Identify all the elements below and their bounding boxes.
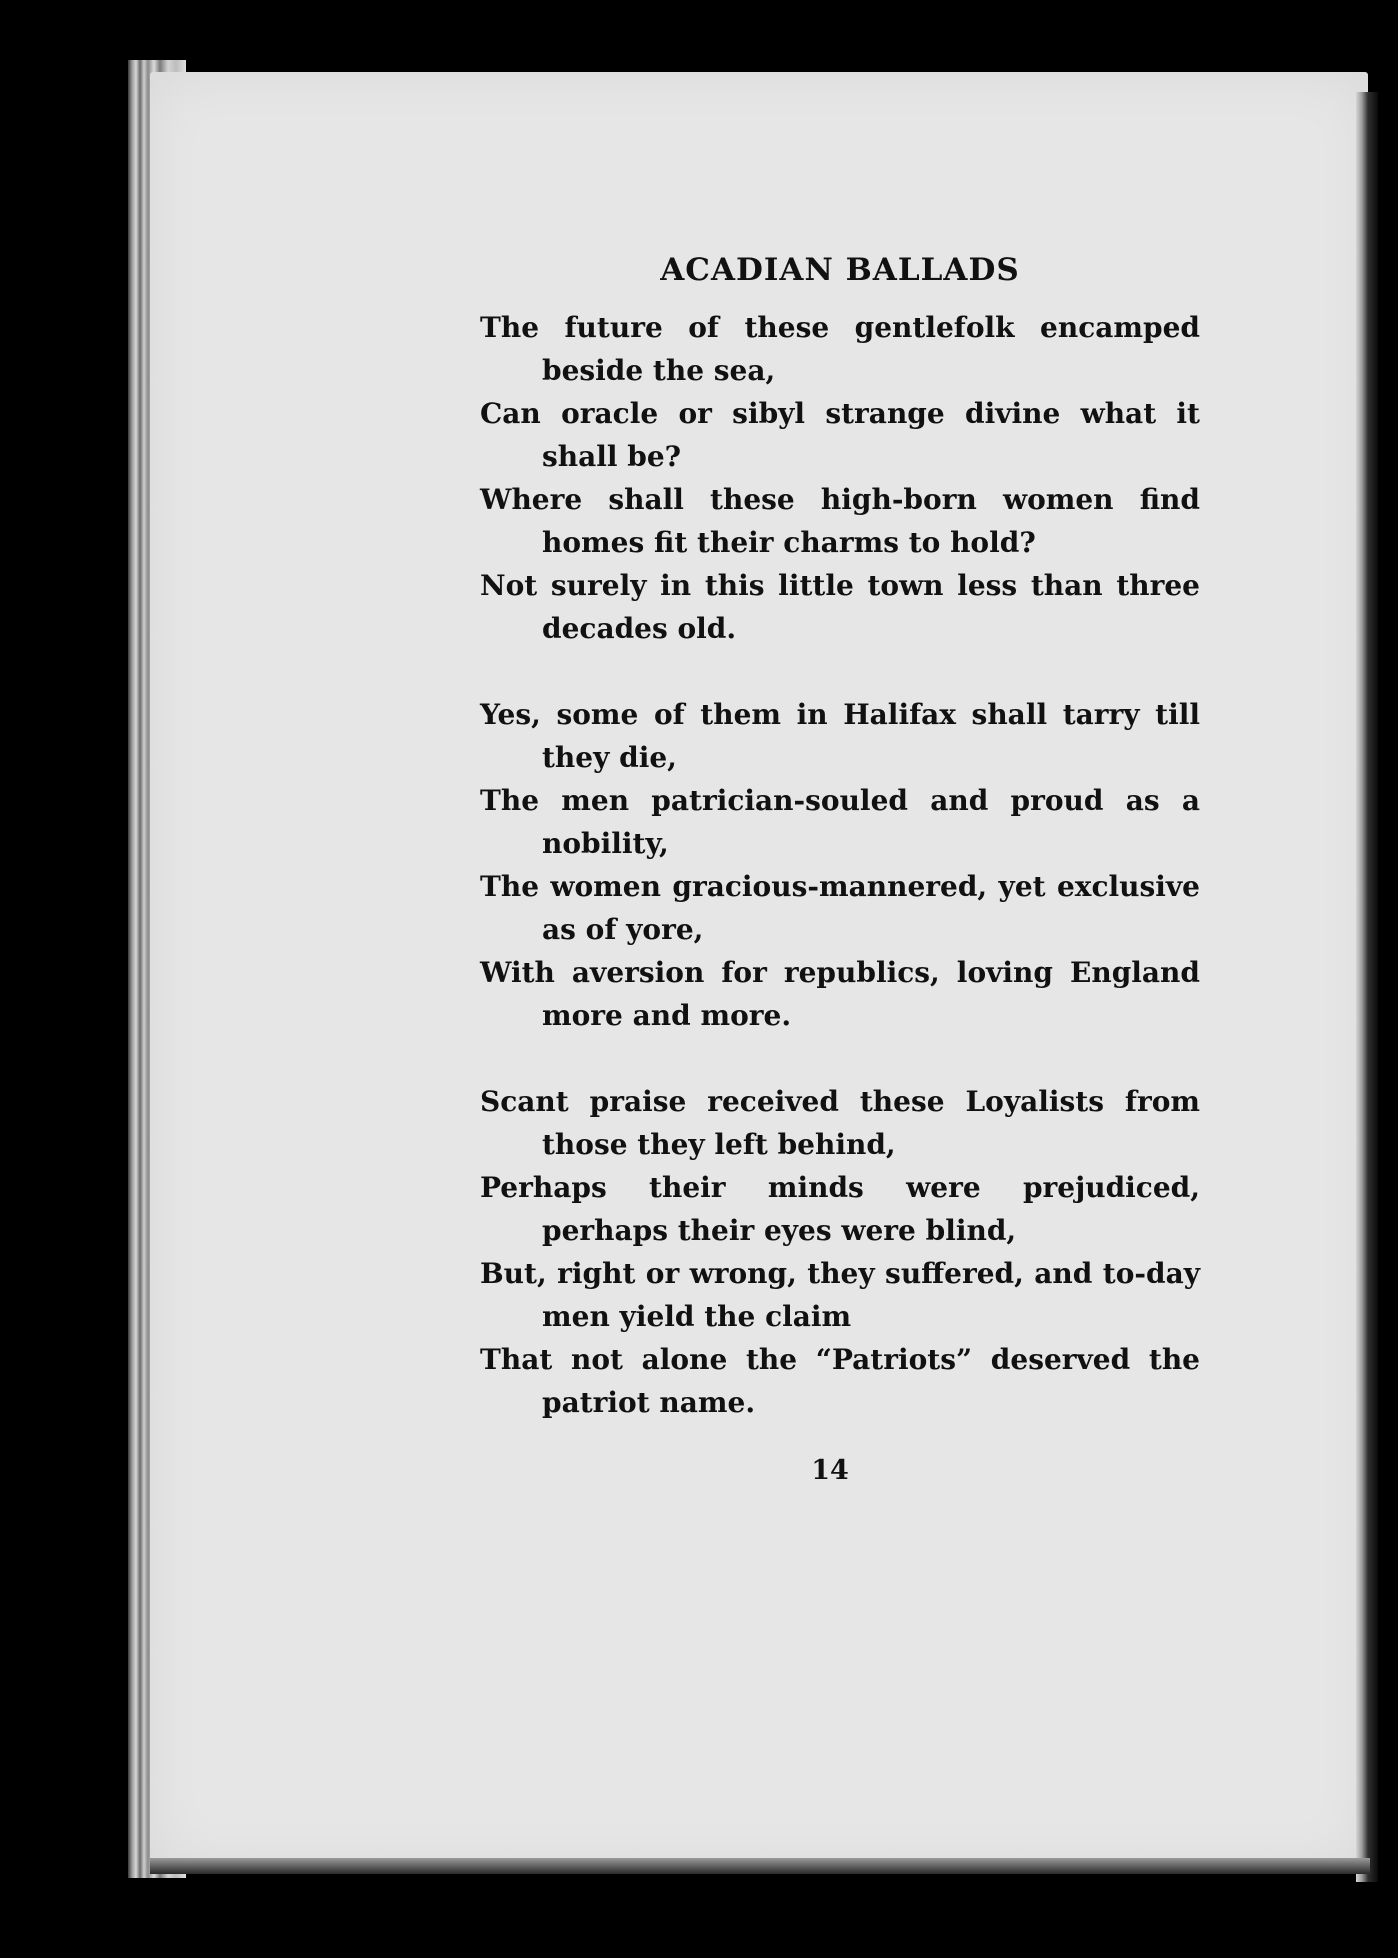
poem-line: Perhaps their minds were prejudiced, perhaps their eyes were blind, bbox=[480, 1171, 1200, 1247]
stanza-1 bbox=[480, 306, 1200, 650]
poem-line: Where shall these high-born women find homes fit their charms to hold? bbox=[480, 483, 1200, 559]
poem-text-block bbox=[480, 250, 1200, 1467]
poem-line: With aversion for republics, loving England more and more. bbox=[480, 956, 1200, 1032]
poem-line: But, right or wrong, they suffered, and to-day men yield the claim bbox=[480, 1257, 1200, 1333]
poem-line: That not alone the “Patriots” deserved the patriot name. bbox=[480, 1343, 1200, 1419]
running-title: ACADIAN BALLADS bbox=[660, 252, 1020, 288]
page-right-edge bbox=[1356, 92, 1378, 1882]
stanza-2 bbox=[480, 693, 1200, 1037]
poem-line: The men patrician-souled and proud as a nobility, bbox=[480, 784, 1200, 860]
page-number: 14 bbox=[811, 1455, 849, 1486]
poem-line: Not surely in this little town less than three decades old. bbox=[480, 569, 1200, 645]
stanza-3 bbox=[480, 1080, 1200, 1424]
poem-line: The future of these gentlefolk encamped beside the sea, bbox=[480, 311, 1200, 387]
poem-line: Can oracle or sibyl strange divine what it shall be? bbox=[480, 397, 1200, 473]
poem-line: Scant praise received these Loyalists from those they left behind, bbox=[480, 1085, 1200, 1161]
page-bottom-edge bbox=[150, 1858, 1370, 1874]
poem-line: Yes, some of them in Halifax shall tarry till they die, bbox=[480, 698, 1200, 774]
poem-line: The women gracious-mannered, yet exclusive as of yore, bbox=[480, 870, 1200, 946]
